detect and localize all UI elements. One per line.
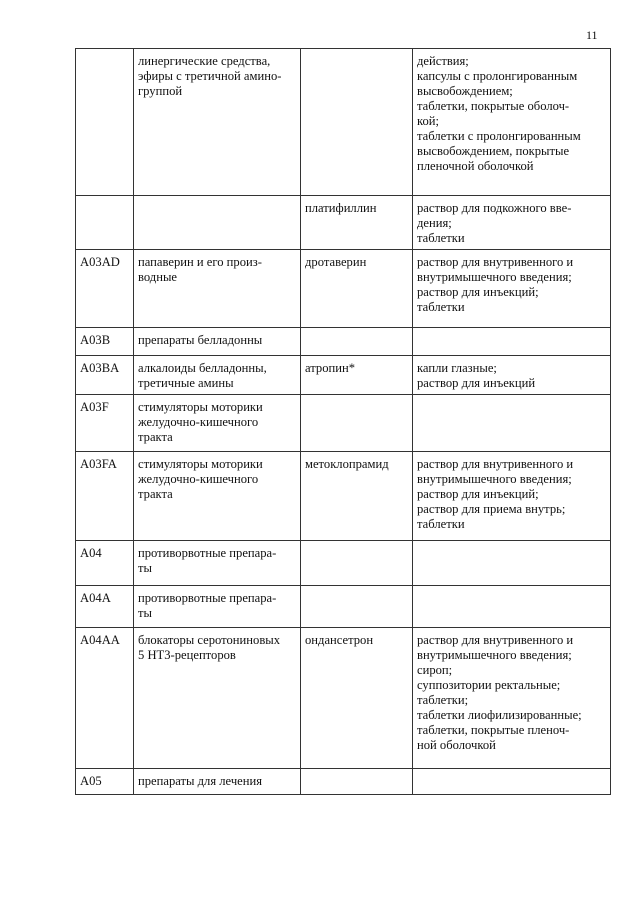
atc-code-cell [76,452,134,541]
atc-code: A04 [80,546,102,560]
dosage-form-line: капсулы с пролонгированным [417,69,578,83]
drug-name-cell [301,452,413,541]
group-name-line: группой [138,84,183,98]
group-name-line: тракта [138,430,173,444]
atc-code: A04AA [80,633,120,647]
drug-name-cell [301,628,413,769]
dosage-form-line: действия; [417,54,469,68]
group-name-line: третичные амины [138,376,234,390]
dosage-form-line: ной оболочкой [417,738,496,752]
medication-table [75,48,611,795]
dosage-forms-cell [413,541,611,586]
table-row [76,395,611,452]
drug-name-cell [301,250,413,328]
dosage-form-line: кой; [417,114,440,128]
dosage-form-line: таблетки; [417,693,469,707]
group-name-line: эфиры с третичной амино- [138,69,282,83]
drug-name: ондансетрон [305,633,374,647]
group-name-line: препараты для лечения [138,774,263,788]
dosage-form-line: раствор для внутривенного и [417,457,574,471]
drug-name-cell [301,586,413,628]
drug-name-cell [301,328,413,356]
dosage-forms-cell [413,196,611,250]
drug-name: метоклопрамид [305,457,389,471]
dosage-form-line: высвобождением, покрытые [417,144,570,158]
dosage-form-line: таблетки, покрытые пленоч- [417,723,570,737]
table-row [76,196,611,250]
atc-code: A03FA [80,457,117,471]
table-row [76,769,611,795]
drug-name-cell [301,356,413,395]
dosage-form-line: таблетки, покрытые оболоч- [417,99,570,113]
dosage-forms-cell [413,49,611,196]
group-name-cell [134,769,301,795]
table-row [76,356,611,395]
group-name-line: стимуляторы моторики [138,400,263,414]
group-name-cell [134,628,301,769]
group-name-cell [134,250,301,328]
table-body [76,49,611,795]
drug-name: платифиллин [305,201,377,215]
page-number: 11 [586,28,598,42]
table-row [76,49,611,196]
group-name-line: тракта [138,487,173,501]
atc-code-cell [76,769,134,795]
table-row [76,328,611,356]
drug-name-cell [301,541,413,586]
atc-code-cell [76,196,134,250]
atc-code: A03B [80,333,111,347]
dosage-form-line: раствор для подкожного вве- [417,201,572,215]
atc-code-cell [76,628,134,769]
dosage-form-line: внутримышечного введения; [417,648,572,662]
atc-code: A03AD [80,255,120,269]
drug-name-cell [301,196,413,250]
dosage-form-line: раствор для инъекций [417,376,536,390]
atc-code: A04A [80,591,111,605]
dosage-form-line: таблетки лиофилизированные; [417,708,582,722]
group-name-cell [134,586,301,628]
group-name-line: препараты белладонны [138,333,263,347]
dosage-form-line: пленочной оболочкой [417,159,534,173]
table-row [76,586,611,628]
dosage-form-line: сироп; [417,663,453,677]
group-name-line: 5 HT3-рецепторов [138,648,236,662]
atc-code: A05 [80,774,102,788]
dosage-form-line: капли глазные; [417,361,497,375]
dosage-form-line: таблетки [417,517,465,531]
group-name-cell [134,356,301,395]
atc-code-cell [76,356,134,395]
group-name-cell [134,452,301,541]
dosage-form-line: суппозитории ректальные; [417,678,561,692]
group-name-line: противорвотные препара- [138,591,277,605]
dosage-form-line: дения; [417,216,452,230]
group-name-cell [134,395,301,452]
atc-code-cell [76,328,134,356]
atc-code-cell [76,541,134,586]
dosage-forms-cell [413,395,611,452]
group-name-cell [134,196,301,250]
dosage-form-line: раствор для инъекций; [417,487,539,501]
table-row [76,628,611,769]
table-row [76,452,611,541]
table-row [76,541,611,586]
group-name-line: стимуляторы моторики [138,457,263,471]
dosage-form-line: раствор для внутривенного и [417,255,574,269]
dosage-form-line: таблетки с пролонгированным [417,129,581,143]
dosage-forms-cell [413,356,611,395]
atc-code: A03BA [80,361,120,375]
group-name-line: желудочно-кишечного [138,472,259,486]
group-name-line: противорвотные препара- [138,546,277,560]
dosage-forms-cell [413,250,611,328]
group-name-cell [134,49,301,196]
dosage-forms-cell [413,328,611,356]
drug-name-cell [301,395,413,452]
dosage-forms-cell [413,586,611,628]
dosage-form-line: раствор для инъекций; [417,285,539,299]
atc-code-cell [76,49,134,196]
dosage-form-line: таблетки [417,300,465,314]
group-name-line: блокаторы серотониновых [138,633,281,647]
group-name-line: водные [138,270,177,284]
group-name-line: папаверин и его произ- [138,255,262,269]
dosage-form-line: таблетки [417,231,465,245]
dosage-form-line: высвобождением; [417,84,513,98]
drug-name-cell [301,769,413,795]
dosage-forms-cell [413,452,611,541]
group-name-line: ты [138,606,152,620]
dosage-forms-cell [413,769,611,795]
group-name-cell [134,328,301,356]
atc-code: A03F [80,400,109,414]
drug-name: атропин* [305,361,356,375]
atc-code-cell [76,395,134,452]
dosage-form-line: раствор для приема внутрь; [417,502,566,516]
dosage-form-line: раствор для внутривенного и [417,633,574,647]
drug-name: дротаверин [305,255,367,269]
drug-name-cell [301,49,413,196]
atc-code-cell [76,250,134,328]
dosage-form-line: внутримышечного введения; [417,472,572,486]
atc-code-cell [76,586,134,628]
group-name-line: ты [138,561,152,575]
group-name-line: желудочно-кишечного [138,415,259,429]
group-name-cell [134,541,301,586]
group-name-line: алкалоиды белладонны, [138,361,267,375]
table-row [76,250,611,328]
dosage-forms-cell [413,628,611,769]
group-name-line: линергические средства, [138,54,271,68]
dosage-form-line: внутримышечного введения; [417,270,572,284]
